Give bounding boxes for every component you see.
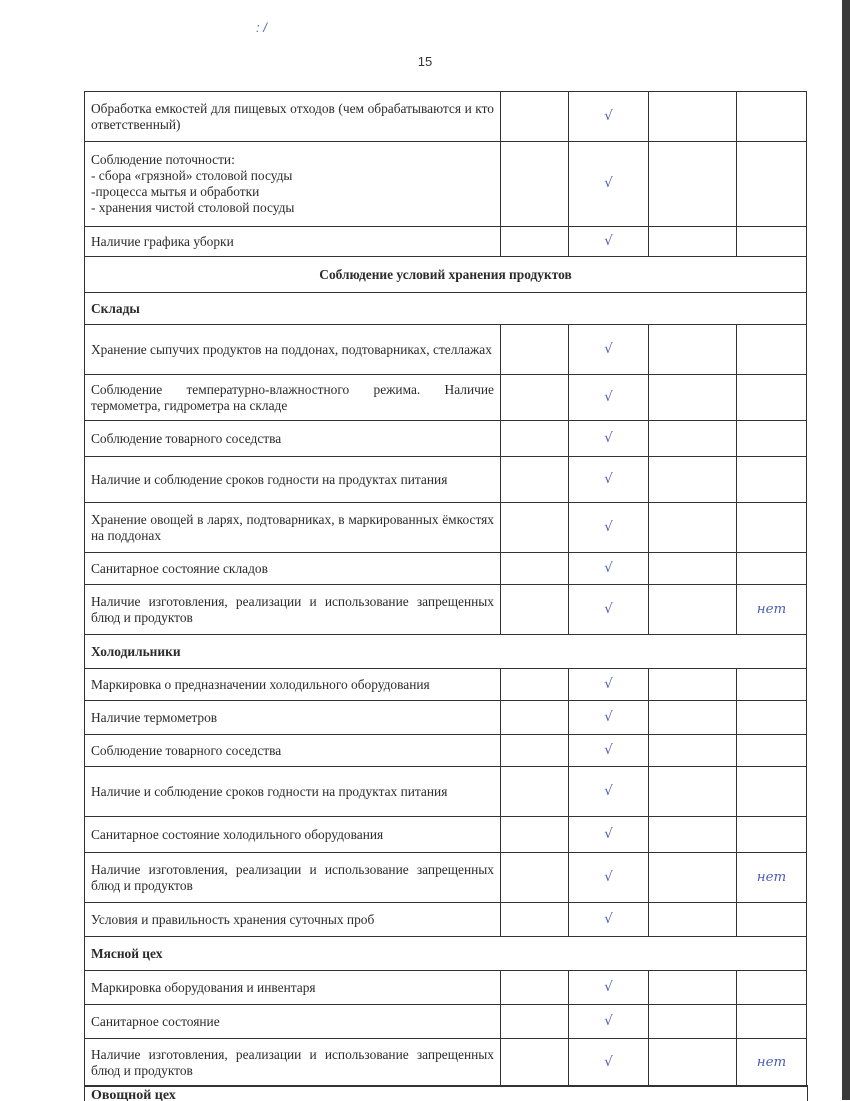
table-row	[85, 853, 807, 903]
handwritten-note	[737, 817, 807, 853]
blank-cell	[501, 971, 569, 1005]
handwritten-note	[737, 92, 807, 142]
blank-cell	[501, 903, 569, 937]
blank-cell	[501, 92, 569, 142]
check-mark: √	[569, 1005, 649, 1039]
criterion-text: Наличие и соблюдение сроков годности на продуктах питания	[85, 767, 501, 817]
criterion-text: Хранение овощей в ларях, подтоварниках, в маркированных ёмкостях на поддонах	[85, 503, 501, 553]
blank-cell	[649, 142, 737, 227]
handwritten-note: нет	[737, 1039, 807, 1087]
check-mark: √	[569, 92, 649, 142]
blank-cell	[501, 325, 569, 375]
check-mark: √	[569, 701, 649, 735]
section-title: Соблюдение условий хранения продуктов	[85, 257, 807, 293]
check-mark: √	[569, 503, 649, 553]
blank-cell	[649, 457, 737, 503]
handwritten-note	[737, 421, 807, 457]
handwritten-note	[737, 1005, 807, 1039]
handwritten-note	[737, 669, 807, 701]
table-row	[85, 1005, 807, 1039]
check-mark: √	[569, 903, 649, 937]
inspection-table	[84, 91, 807, 1087]
criterion-text: Санитарное состояние	[85, 1005, 501, 1039]
blank-cell	[649, 767, 737, 817]
section-header-row	[85, 257, 807, 293]
check-mark: √	[569, 227, 649, 257]
check-mark: √	[569, 1039, 649, 1087]
handwritten-note	[737, 503, 807, 553]
table-row	[85, 817, 807, 853]
table-row	[85, 375, 807, 421]
group-header-row	[85, 293, 807, 325]
blank-cell	[649, 585, 737, 635]
blank-cell	[649, 92, 737, 142]
check-mark: √	[569, 553, 649, 585]
blank-cell	[649, 903, 737, 937]
criterion-text: Наличие и соблюдение сроков годности на продуктах питания	[85, 457, 501, 503]
stray-pen-mark: : /	[256, 20, 267, 35]
blank-cell	[501, 853, 569, 903]
handwritten-note	[737, 767, 807, 817]
table-row	[85, 701, 807, 735]
criterion-text: Наличие графика уборки	[85, 227, 501, 257]
handwritten-note: нет	[737, 585, 807, 635]
blank-cell	[501, 585, 569, 635]
check-mark: √	[569, 735, 649, 767]
blank-cell	[649, 669, 737, 701]
handwritten-note: нет	[737, 853, 807, 903]
check-mark: √	[569, 669, 649, 701]
handwritten-note	[737, 735, 807, 767]
criterion-text: Соблюдение поточности: - сбора «грязной» столовой посуды -процесса мытья и обработки - хранения чистой столовой посуды	[85, 142, 501, 227]
table-row	[85, 971, 807, 1005]
blank-cell	[501, 817, 569, 853]
blank-cell	[649, 375, 737, 421]
blank-cell	[649, 817, 737, 853]
blank-cell	[501, 227, 569, 257]
check-mark: √	[569, 325, 649, 375]
blank-cell	[501, 1005, 569, 1039]
table-row	[85, 142, 807, 227]
table-row	[85, 767, 807, 817]
criterion-text: Санитарное состояние холодильного оборудования	[85, 817, 501, 853]
blank-cell	[501, 553, 569, 585]
table-row	[85, 92, 807, 142]
handwritten-note	[737, 701, 807, 735]
handwritten-note	[737, 903, 807, 937]
table-row	[85, 553, 807, 585]
blank-cell	[501, 735, 569, 767]
criterion-text: Наличие изготовления, реализации и использование запрещенных блюд и продуктов	[85, 585, 501, 635]
group-header-row	[85, 937, 807, 971]
blank-cell	[501, 457, 569, 503]
blank-cell	[649, 227, 737, 257]
blank-cell	[649, 553, 737, 585]
check-mark: √	[569, 971, 649, 1005]
check-mark: √	[569, 853, 649, 903]
criterion-text: Наличие термометров	[85, 701, 501, 735]
table-row	[85, 325, 807, 375]
table-row	[85, 227, 807, 257]
blank-cell	[649, 503, 737, 553]
next-group-cut	[84, 1085, 808, 1101]
page-number: 15	[417, 54, 433, 69]
blank-cell	[649, 853, 737, 903]
criterion-text: Наличие изготовления, реализации и использование запрещенных блюд и продуктов	[85, 853, 501, 903]
handwritten-note	[737, 457, 807, 503]
blank-cell	[649, 325, 737, 375]
criterion-text: Санитарное состояние складов	[85, 553, 501, 585]
check-mark: √	[569, 457, 649, 503]
table-row	[85, 735, 807, 767]
blank-cell	[649, 1005, 737, 1039]
blank-cell	[649, 1039, 737, 1087]
criterion-text: Маркировка оборудования и инвентаря	[85, 971, 501, 1005]
group-title: Мясной цех	[85, 937, 807, 971]
table-row	[85, 457, 807, 503]
handwritten-note	[737, 142, 807, 227]
handwritten-note	[737, 971, 807, 1005]
handwritten-note	[737, 325, 807, 375]
blank-cell	[501, 669, 569, 701]
handwritten-note	[737, 227, 807, 257]
check-mark: √	[569, 142, 649, 227]
criterion-text: Соблюдение товарного соседства	[85, 421, 501, 457]
criterion-text: Хранение сыпучих продуктов на поддонах, подтоварниках, стеллажах	[85, 325, 501, 375]
next-group-title: Овощной цех	[91, 1088, 176, 1101]
criterion-text: Соблюдение температурно-влажностного режима. Наличие термометра, гидрометра на складе	[85, 375, 501, 421]
check-mark: √	[569, 817, 649, 853]
criterion-text: Маркировка о предназначении холодильного оборудования	[85, 669, 501, 701]
table-row	[85, 1039, 807, 1087]
check-mark: √	[569, 375, 649, 421]
blank-cell	[649, 735, 737, 767]
table-row	[85, 669, 807, 701]
blank-cell	[649, 421, 737, 457]
blank-cell	[501, 701, 569, 735]
blank-cell	[649, 701, 737, 735]
table-row	[85, 585, 807, 635]
blank-cell	[501, 503, 569, 553]
handwritten-note	[737, 553, 807, 585]
group-header-row	[85, 635, 807, 669]
blank-cell	[649, 971, 737, 1005]
blank-cell	[501, 375, 569, 421]
criterion-text: Условия и правильность хранения суточных проб	[85, 903, 501, 937]
table-row	[85, 421, 807, 457]
group-title: Холодильники	[85, 635, 807, 669]
table-row	[85, 503, 807, 553]
criterion-text: Соблюдение товарного соседства	[85, 735, 501, 767]
blank-cell	[501, 1039, 569, 1087]
blank-cell	[501, 421, 569, 457]
criterion-text: Наличие изготовления, реализации и использование запрещенных блюд и продуктов	[85, 1039, 501, 1087]
table-row	[85, 903, 807, 937]
check-mark: √	[569, 421, 649, 457]
check-mark: √	[569, 585, 649, 635]
handwritten-note	[737, 375, 807, 421]
scan-edge	[842, 0, 850, 1100]
group-title: Склады	[85, 293, 807, 325]
check-mark: √	[569, 767, 649, 817]
criterion-text: Обработка емкостей для пищевых отходов (чем обрабатываются и кто ответственный)	[85, 92, 501, 142]
blank-cell	[501, 142, 569, 227]
blank-cell	[501, 767, 569, 817]
